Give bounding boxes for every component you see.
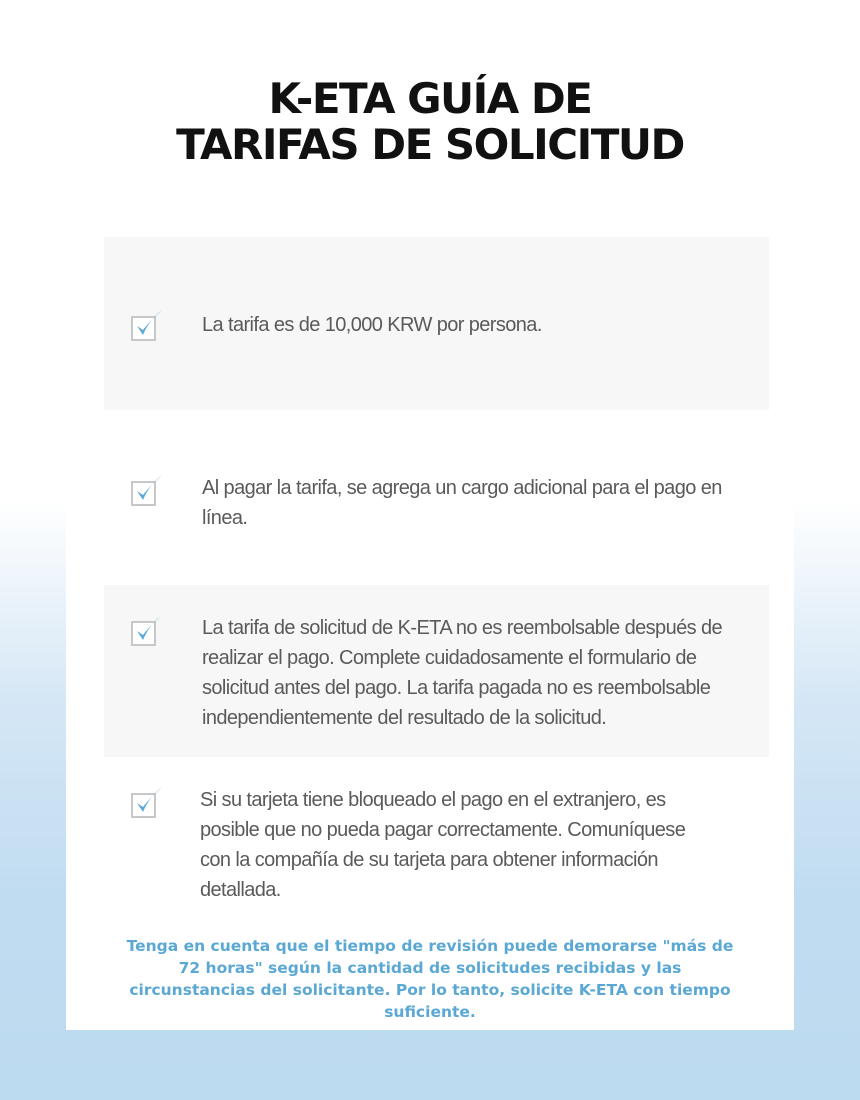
page-title [0, 76, 860, 168]
item-text: Si su tarjeta tiene bloqueado el pago en el extranjero, es posible que no pueda pagar correctamente. Comuníquese con la compañía de su tarjeta para obtener información detallada. [200, 789, 686, 901]
checkbox-checked-icon [130, 308, 164, 342]
title-line-2: TARIFAS DE SOLICITUD [176, 120, 684, 169]
review-time-note: Tenga en cuenta que el tiempo de revisión puede demorarse "más de 72 horas" según la cantidad de solicitudes recibidas y las circunstancias del solicitante. Por lo tanto, solicite K-ETA con tiempo suficiente. [126, 937, 734, 1021]
checkbox-checked-icon [130, 473, 164, 507]
item-text: La tarifa de solicitud de K-ETA no es reembolsable después de realizar el pago. Complete cuidadosamente el formulario de solicitud antes del pago. La tarifa pagada no es reembolsable independientemente del resultado de la solicitud. [202, 617, 723, 729]
checkbox-checked-icon [130, 785, 164, 819]
checkbox-checked-icon [130, 613, 164, 647]
title-line-1: K-ETA GUÍA DE [268, 74, 592, 123]
item-text: Al pagar la tarifa, se agrega un cargo adicional para el pago en línea. [202, 477, 722, 529]
item-text: La tarifa es de 10,000 KRW por persona. [202, 314, 542, 336]
